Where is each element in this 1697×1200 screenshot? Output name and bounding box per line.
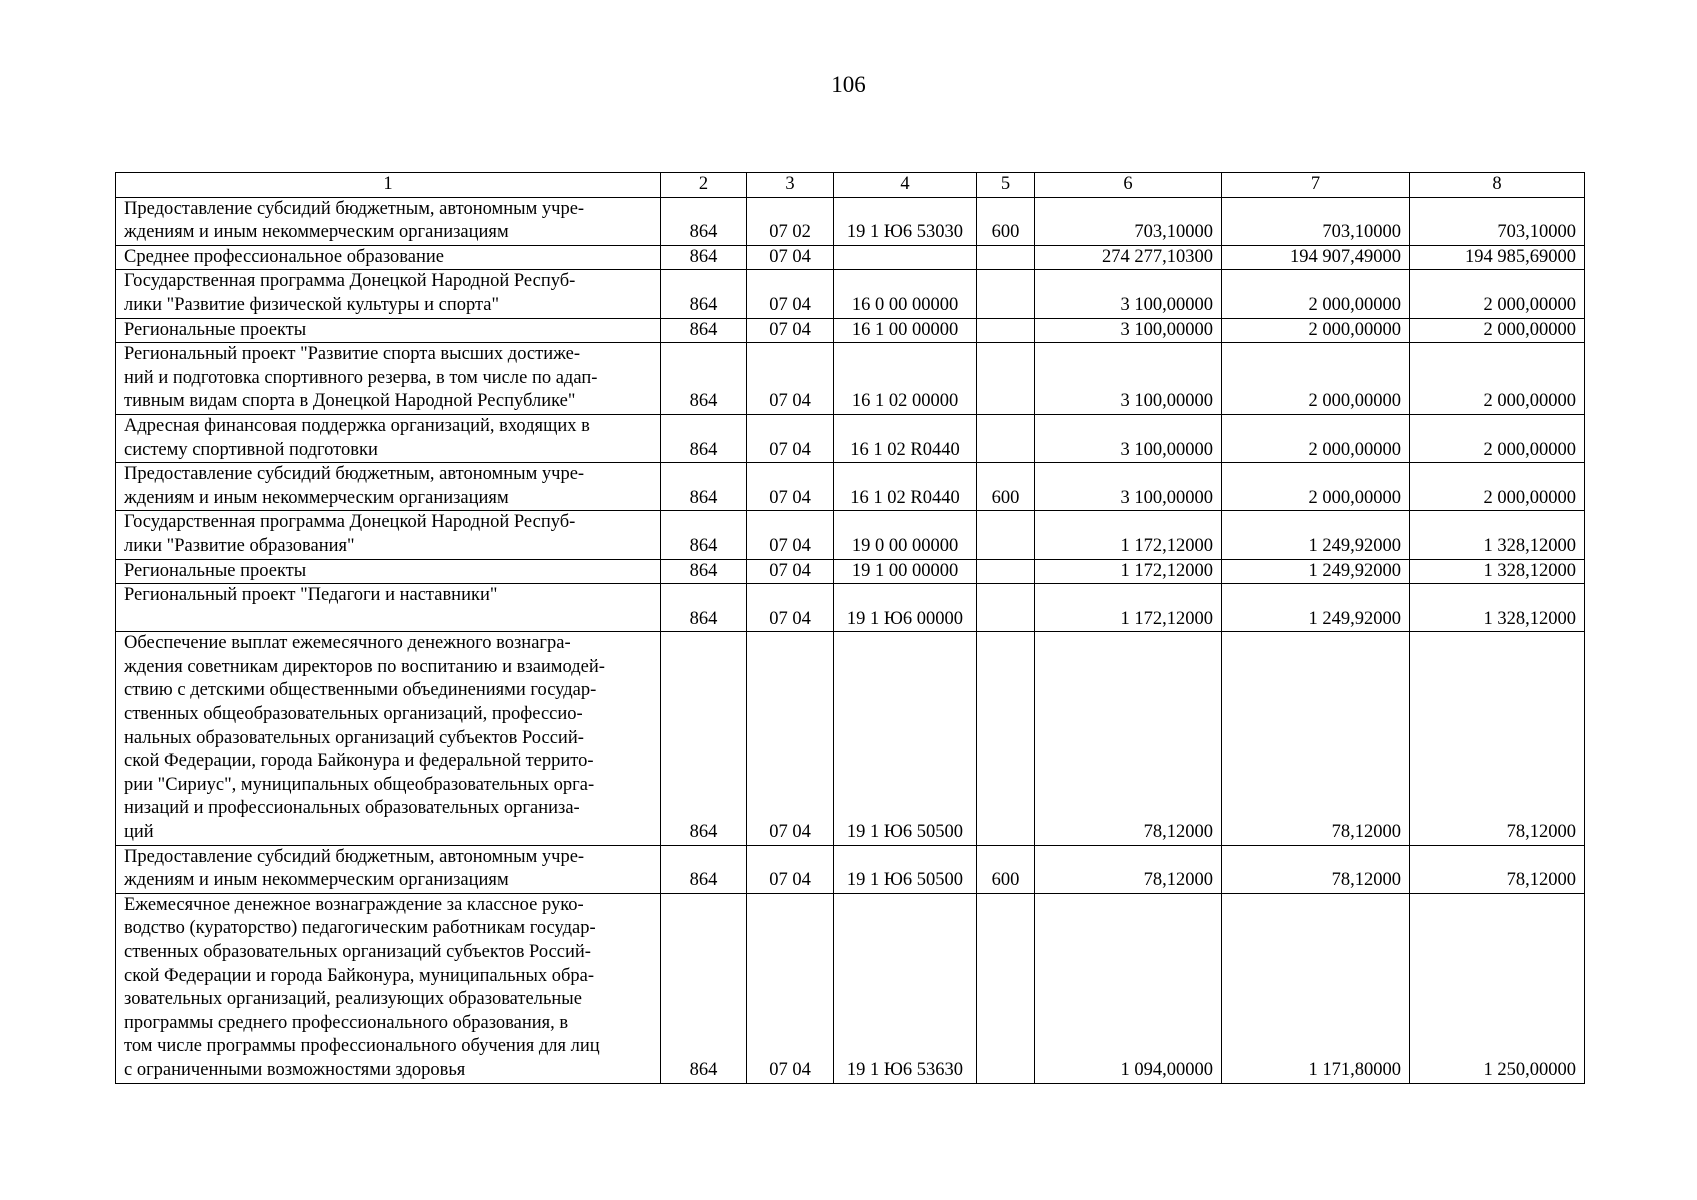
- row-amount-1: 1 172,12000: [1035, 559, 1222, 584]
- row-rz: 07 04: [747, 463, 834, 511]
- row-vr: [977, 584, 1035, 632]
- row-gr: 864: [661, 559, 747, 584]
- row-name-line: ской Федерации и города Байконура, муниципальных обра-: [124, 965, 595, 986]
- row-csr: 16 1 02 00000: [834, 343, 977, 415]
- row-name-line: ждениям и иным некоммерческим организациям: [124, 870, 509, 891]
- row-name-line: ций: [124, 822, 154, 843]
- row-amount-2: 1 249,92000: [1222, 584, 1410, 632]
- row-name-line: Региональный проект "Педагоги и наставники": [124, 585, 498, 606]
- col-header: 6: [1035, 173, 1222, 198]
- table-row: [116, 270, 1585, 318]
- row-name-line: [124, 608, 652, 632]
- page-number: 106: [831, 72, 866, 97]
- row-name-line: Среднее профессиональное образование: [124, 246, 444, 267]
- table-row: [116, 584, 1585, 632]
- col-header: 4: [834, 173, 977, 198]
- row-amount-3: 2 000,00000: [1410, 414, 1585, 462]
- row-amount-1: 703,10000: [1035, 197, 1222, 245]
- row-vr: [977, 414, 1035, 462]
- row-name-line: ствию с детскими общественными объединениями государ-: [124, 680, 597, 701]
- row-name: [116, 414, 661, 462]
- row-csr: 19 1 Ю6 53030: [834, 197, 977, 245]
- row-name: [116, 893, 661, 1083]
- row-amount-2: 1 171,80000: [1222, 893, 1410, 1083]
- row-amount-2: 78,12000: [1222, 632, 1410, 845]
- row-vr: [977, 245, 1035, 270]
- row-vr: [977, 270, 1035, 318]
- table-row: [116, 893, 1585, 1083]
- row-amount-1: 78,12000: [1035, 845, 1222, 893]
- row-name-line: Государственная программа Донецкой Народной Респуб-: [124, 512, 576, 533]
- row-amount-1: 3 100,00000: [1035, 463, 1222, 511]
- row-amount-2: 703,10000: [1222, 197, 1410, 245]
- row-rz: 07 04: [747, 632, 834, 845]
- row-amount-3: 194 985,69000: [1410, 245, 1585, 270]
- row-amount-3: 2 000,00000: [1410, 343, 1585, 415]
- table-row: [116, 197, 1585, 245]
- col-header: 2: [661, 173, 747, 198]
- row-amount-3: 1 328,12000: [1410, 584, 1585, 632]
- row-vr: [977, 559, 1035, 584]
- row-amount-2: 1 249,92000: [1222, 511, 1410, 559]
- row-amount-3: 2 000,00000: [1410, 270, 1585, 318]
- row-name-line: рии "Сириус", муниципальных общеобразовательных орга-: [124, 774, 595, 795]
- row-name: [116, 845, 661, 893]
- row-rz: 07 04: [747, 343, 834, 415]
- row-amount-1: 1 094,00000: [1035, 893, 1222, 1083]
- row-gr: 864: [661, 318, 747, 343]
- table-row: [116, 318, 1585, 343]
- row-amount-2: 2 000,00000: [1222, 270, 1410, 318]
- row-csr: 16 0 00 00000: [834, 270, 977, 318]
- col-header: 3: [747, 173, 834, 198]
- row-vr: [977, 893, 1035, 1083]
- table-header-row: [116, 173, 1585, 198]
- row-amount-2: 78,12000: [1222, 845, 1410, 893]
- row-name-line: Предоставление субсидий бюджетным, автономным учре-: [124, 198, 585, 219]
- row-name-line: зовательных организаций, реализующих образовательные: [124, 989, 582, 1010]
- row-name: [116, 197, 661, 245]
- row-csr: 19 1 Ю6 53630: [834, 893, 977, 1083]
- row-name: [116, 270, 661, 318]
- row-name-line: систему спортивной подготовки: [124, 439, 378, 460]
- row-csr: 19 1 Ю6 00000: [834, 584, 977, 632]
- row-amount-3: 703,10000: [1410, 197, 1585, 245]
- table-row: [116, 414, 1585, 462]
- row-amount-3: 78,12000: [1410, 845, 1585, 893]
- row-gr: 864: [661, 197, 747, 245]
- row-csr: 16 1 02 R0440: [834, 414, 977, 462]
- row-name-line: Обеспечение выплат ежемесячного денежного вознагра-: [124, 633, 571, 654]
- row-rz: 07 04: [747, 245, 834, 270]
- table-row: [116, 343, 1585, 415]
- row-name-line: Предоставление субсидий бюджетным, автономным учре-: [124, 464, 585, 485]
- row-name: [116, 632, 661, 845]
- row-csr: [834, 245, 977, 270]
- row-amount-3: 1 328,12000: [1410, 511, 1585, 559]
- col-header: 5: [977, 173, 1035, 198]
- row-gr: 864: [661, 270, 747, 318]
- row-gr: 864: [661, 632, 747, 845]
- row-amount-2: 2 000,00000: [1222, 414, 1410, 462]
- row-amount-2: 2 000,00000: [1222, 318, 1410, 343]
- row-name-line: Предоставление субсидий бюджетным, автономным учре-: [124, 846, 585, 867]
- table-row: [116, 845, 1585, 893]
- table-row: [116, 559, 1585, 584]
- row-name-line: Региональные проекты: [124, 560, 307, 581]
- row-name-line: программы среднего профессионального образования, в: [124, 1012, 569, 1033]
- col-header: 8: [1410, 173, 1585, 198]
- row-rz: 07 04: [747, 845, 834, 893]
- row-name-line: Адресная финансовая поддержка организаций, входящих в: [124, 415, 590, 436]
- row-csr: 19 1 00 00000: [834, 559, 977, 584]
- row-name-line: лики "Развитие физической культуры и спорта": [124, 294, 500, 315]
- table-row: [116, 245, 1585, 270]
- row-amount-1: 3 100,00000: [1035, 343, 1222, 415]
- row-amount-1: 78,12000: [1035, 632, 1222, 845]
- row-gr: 864: [661, 414, 747, 462]
- row-name-line: ний и подготовка спортивного резерва, в том числе по адап-: [124, 367, 598, 388]
- row-rz: 07 04: [747, 511, 834, 559]
- row-amount-3: 1 328,12000: [1410, 559, 1585, 584]
- row-name-line: Региональные проекты: [124, 319, 307, 340]
- row-rz: 07 02: [747, 197, 834, 245]
- row-vr: [977, 632, 1035, 845]
- row-vr: 600: [977, 463, 1035, 511]
- row-name-line: ждениям и иным некоммерческим организациям: [124, 222, 509, 243]
- row-csr: 19 1 Ю6 50500: [834, 632, 977, 845]
- row-amount-2: 2 000,00000: [1222, 463, 1410, 511]
- row-gr: 864: [661, 584, 747, 632]
- col-header: 1: [116, 173, 661, 198]
- row-rz: 07 04: [747, 559, 834, 584]
- row-amount-3: 78,12000: [1410, 632, 1585, 845]
- row-name: [116, 245, 661, 270]
- budget-table: [115, 172, 1585, 1084]
- row-name-line: ственных общеобразовательных организаций, профессио-: [124, 704, 583, 725]
- row-name: [116, 463, 661, 511]
- row-vr: [977, 318, 1035, 343]
- row-name: [116, 584, 661, 632]
- row-name-line: лики "Развитие образования": [124, 535, 355, 556]
- row-amount-3: 1 250,00000: [1410, 893, 1585, 1083]
- row-amount-1: 3 100,00000: [1035, 318, 1222, 343]
- row-rz: 07 04: [747, 414, 834, 462]
- row-name: [116, 559, 661, 584]
- row-gr: 864: [661, 511, 747, 559]
- row-name-line: с ограниченными возможностями здоровья: [124, 1059, 466, 1080]
- row-rz: 07 04: [747, 584, 834, 632]
- row-amount-2: 2 000,00000: [1222, 343, 1410, 415]
- row-amount-1: 3 100,00000: [1035, 414, 1222, 462]
- row-csr: 16 1 02 R0440: [834, 463, 977, 511]
- row-name-line: ственных образовательных организаций субъектов Россий-: [124, 942, 591, 962]
- row-rz: 07 04: [747, 270, 834, 318]
- table-row: [116, 511, 1585, 559]
- row-amount-2: 1 249,92000: [1222, 559, 1410, 584]
- row-name: [116, 318, 661, 343]
- row-name-line: низаций и профессиональных образовательных организа-: [124, 798, 580, 819]
- row-gr: 864: [661, 245, 747, 270]
- row-vr: 600: [977, 197, 1035, 245]
- row-amount-1: 274 277,10300: [1035, 245, 1222, 270]
- row-name-line: ждения советникам директоров по воспитанию и взаимодей-: [124, 656, 605, 677]
- row-name-line: Региональный проект "Развитие спорта высших достиже-: [124, 344, 581, 365]
- row-rz: 07 04: [747, 893, 834, 1083]
- row-csr: 19 0 00 00000: [834, 511, 977, 559]
- table-row: [116, 463, 1585, 511]
- row-amount-1: 1 172,12000: [1035, 511, 1222, 559]
- row-gr: 864: [661, 845, 747, 893]
- table-row: [116, 632, 1585, 845]
- row-gr: 864: [661, 893, 747, 1083]
- row-name-line: том числе программы профессионального обучения для лиц: [124, 1036, 600, 1057]
- row-name-line: Государственная программа Донецкой Народной Респуб-: [124, 271, 576, 292]
- row-amount-2: 194 907,49000: [1222, 245, 1410, 270]
- row-name: [116, 511, 661, 559]
- row-csr: 19 1 Ю6 50500: [834, 845, 977, 893]
- row-name: [116, 343, 661, 415]
- row-gr: 864: [661, 463, 747, 511]
- row-amount-3: 2 000,00000: [1410, 318, 1585, 343]
- row-name-line: Ежемесячное денежное вознаграждение за классное руко-: [124, 894, 584, 915]
- col-header: 7: [1222, 173, 1410, 198]
- row-vr: 600: [977, 845, 1035, 893]
- row-name-line: водство (кураторство) педагогическим работникам государ-: [124, 918, 596, 939]
- row-name-line: нальных образовательных организаций субъектов Россий-: [124, 727, 584, 748]
- row-amount-1: 3 100,00000: [1035, 270, 1222, 318]
- row-gr: 864: [661, 343, 747, 415]
- row-amount-1: 1 172,12000: [1035, 584, 1222, 632]
- row-name-line: тивным видам спорта в Донецкой Народной Республике": [124, 391, 576, 412]
- row-vr: [977, 511, 1035, 559]
- row-rz: 07 04: [747, 318, 834, 343]
- row-vr: [977, 343, 1035, 415]
- row-amount-3: 2 000,00000: [1410, 463, 1585, 511]
- row-csr: 16 1 00 00000: [834, 318, 977, 343]
- row-name-line: ждениям и иным некоммерческим организациям: [124, 487, 509, 508]
- row-name-line: ской Федерации, города Байконура и федеральной террито-: [124, 751, 594, 772]
